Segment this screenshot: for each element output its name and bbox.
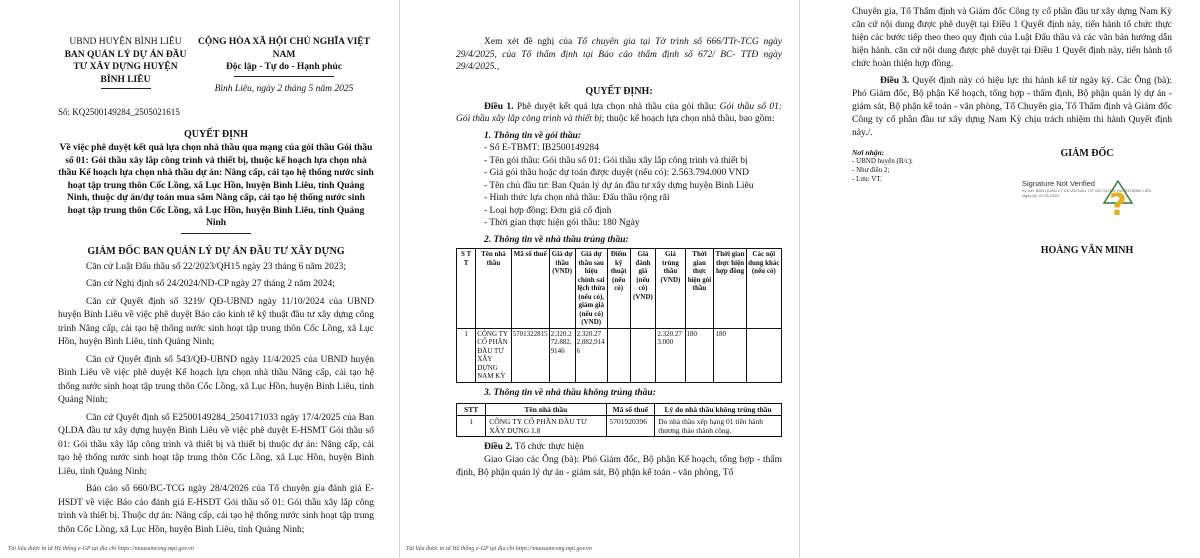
recipient-item: - Như điều 2; — [852, 166, 890, 174]
column-header: Lý do nhà thầu không trúng thầu — [655, 404, 782, 416]
legal-basis: Căn cứ Quyết định số 543/QĐ-UBND ngày 11/4/2025 của UBND huyện Bình Liêu về việc phê duyệt Kế hoạch lựa chọn nhà thầu Nâng cấp, cải tạo hệ thống nước sinh hoạt tập trung thôn Cốc Lồng, xã Lục Hồn, huyện Bình Liêu, tỉnh Quảng Ninh; — [58, 354, 374, 405]
article-2-heading — [456, 441, 782, 454]
article-1 — [456, 101, 782, 126]
column-header: Thời gian thực hiện gói thầu — [685, 249, 714, 329]
column-header: Mã số thuế — [511, 249, 549, 329]
article-1-lead: Phê duyệt kết quả lựa chọn nhà thầu của gói thầu: — [513, 101, 720, 112]
decision-heading: QUYẾT ĐỊNH: — [585, 85, 653, 97]
column-header: S T T — [457, 249, 476, 329]
agency-parent: UBND HUYỆN BÌNH LIÊU — [69, 37, 182, 47]
table-cell — [746, 328, 781, 382]
article-3 — [852, 75, 1172, 140]
table-cell: 1 — [457, 416, 486, 437]
table-cell: 5701920396 — [606, 416, 655, 437]
review-intro-lead: Xem xét đề nghị của — [484, 37, 577, 47]
recipients-label: Nơi nhận: — [852, 148, 885, 157]
table-cell: 2.320.272.882,9146 — [575, 328, 607, 382]
package-info-item: - Giá gói thầu hoặc dự toán được duyệt (nếu có): 2.563.794.000 VND — [484, 168, 749, 178]
signer-block — [1002, 148, 1172, 256]
table-row — [457, 328, 782, 382]
table-cell: 1 — [457, 328, 476, 382]
column-header: Giá dự thầu (VND) — [549, 249, 575, 329]
recipients-block — [852, 148, 1002, 256]
package-info-item: - Thời gian thực hiện gói thầu: 180 Ngày — [484, 218, 640, 228]
table-cell — [630, 328, 656, 382]
package-info-item: - Hình thức lựa chọn nhà thầu: Đấu thầu rộng rãi — [484, 193, 670, 203]
column-header: Giá dự thầu sau hiệu chỉnh sai lệch thừa (nếu có), giảm giá (nếu có) (VND) — [575, 249, 607, 329]
package-info-item: - Tên gói thầu: Gói thầu số 01: Gói thầu xây lắp công trình và thiết bị — [484, 155, 748, 166]
article-1-tail: ; thuộc kế hoạch lựa chọn nhà thầu, bao gồm: — [601, 114, 775, 124]
legal-basis: Báo cáo số 660/BC-TCG ngày 28/4/2026 của Tổ chuyên gia đánh giá E-HSDT về việc Báo cáo đánh giá E-HSDT Gói thầu số 01: Gói thầu xây lắp công trình và thiết bị. Thuộc dự án: Nâng cấp, cải tạo hệ thống nước sinh hoạt tập trung thôn Cốc Lồng, xã Lục Hồn, huyện Bình Liêu, tỉnh Quảng Ninh; — [58, 484, 374, 535]
page-footer: Tài liệu được in từ Hệ thống e-GP tại địa chỉ https://muasamcong.mpi.gov.vn — [406, 546, 592, 552]
article-3-text: Quyết định này có hiệu lực thi hành kể từ ngày ký. Các Ông (bà): Phó Giám đốc, Bộ phận Kế hoạch, tổng hợp - thẩm định, Bộ phận quản lý dự án - giám sát, Bộ phận kế toán - văn phòng, Tổ Chuyên gia, Tổ Thẩm định và Giám đốc Công ty cổ phần đầu tư xây dựng Nam Kỳ chịu trách nhiệm thi hành Quyết định này./. — [852, 76, 1173, 138]
issuing-authority: GIÁM ĐỐC BAN QUẢN LÝ DỰ ÁN ĐẦU TƯ XÂY DỰNG — [87, 245, 345, 257]
agency-name-line-1: BAN QUẢN LÝ DỰ ÁN ĐẦU — [64, 49, 187, 60]
recipient-item: - Lưu: VT. — [852, 175, 882, 183]
subject-underline — [181, 233, 251, 234]
legal-basis: Căn cứ Quyết định số 3219/ QĐ-UBND ngày 11/10/2024 của UBND huyện Bình Liêu về việc phê duyệt Báo cáo kinh tế kỹ thuật đầu tư xây dựng công trình Nâng cấp, cải tạo hệ thống nước sinh hoạt tập trung thôn Cốc Lồng, xã Lục Hồn, huyện Bình Liêu, tỉnh Quảng Ninh; — [58, 296, 374, 347]
svg-text:?: ? — [1109, 188, 1127, 219]
table-cell: CÔNG TY CỔ PHẦN ĐẦU TƯ XÂY DỰNG NAM KỲ — [476, 328, 511, 382]
signature-warning-icon — [1102, 179, 1134, 219]
article-2-title: Tổ chức thực hiện — [512, 442, 584, 452]
column-header: Giá đánh giá (nếu có) (VND) — [630, 249, 656, 329]
article-1-package: Gói thầu số 01: Gói thầu xây lắp công trình và thiết bị — [456, 101, 783, 124]
section-winning-bidder: 2. Thông tin về nhà thầu trúng thầu: — [484, 234, 629, 245]
page-footer: Tài liệu được in từ Hệ thống e-GP tại địa chỉ https://muasamcong.mpi.gov.vn — [8, 546, 194, 552]
table-header-row — [457, 249, 782, 329]
nation-motto: Độc lập - Tự do - Hạnh phúc — [225, 62, 343, 72]
package-info-item: - Loại hợp đồng: Đơn giá cố định — [484, 205, 612, 216]
digital-signature[interactable] — [1002, 179, 1172, 245]
legal-basis: Căn cứ Quyết định số E2500149284_2504171033 ngày 17/4/2025 của Ban QLDA đầu tư xây dựng huyện Bình Liêu về việc phê duyệt E-HSMT Gói thầu số 01: Gói thầu xây lắp công trình và thiết bị và thiết bị thuộc dự án: Nâng cấp, cải tạo hệ thống nước sinh hoạt tập trung thôn Cốc Lồng, xã Lục Hồn, huyện Bình Liêu, tỉnh Quảng Ninh; — [58, 412, 374, 477]
table-cell: 2.320.272.882,9146 — [549, 328, 575, 382]
agency-underline — [101, 88, 151, 89]
review-intro — [456, 36, 782, 74]
legal-basis: Căn cứ Luật Đấu thầu số 22/2023/QH15 ngày 23 tháng 6 năm 2023; — [86, 261, 347, 272]
column-header: STT — [457, 404, 486, 416]
column-header: Các nội dung khác (nếu có) — [746, 249, 781, 329]
table-cell: 5701322815 — [511, 328, 549, 382]
dateline: Bình Liêu, ngày 2 tháng 5 năm 2025 — [214, 83, 354, 94]
article-2-label: Điều 2. — [484, 442, 513, 452]
signer-name: HOÀNG VĂN MINH — [1040, 245, 1134, 256]
article-2-text: Giao Giao các Ông (bà): Phó Giám đốc, Bộ phận Kế hoạch, tổng hợp - thẩm định, Bộ phận quản lý dự án - giám sát, Bộ phận kế toán - văn phòng, Tổ — [456, 454, 782, 478]
table-row — [457, 416, 782, 437]
article-3-label: Điều 3. — [880, 76, 910, 86]
signer-role: GIÁM ĐỐC — [1060, 148, 1114, 159]
package-info-item: - Tên chủ đầu tư: Ban Quản lý dự án đầu tư xây dựng huyện Bình Liêu — [484, 180, 754, 191]
recipient-item: - UBND huyện (B/c); — [852, 157, 913, 165]
document-number: Số: KQ2500149284_2505021615 — [58, 107, 180, 117]
agency-name-line-3: BÌNH LIÊU — [100, 74, 151, 85]
losing-bidder-table — [456, 403, 782, 437]
document-subject-text: Về việc phê duyệt kết quả lựa chọn nhà thầu qua mạng của gói thầu Gói thầu số 01: Gói thầu xây lắp công trình và thiết bị, thuộc kế hoạch lựa chọn nhà thầu Kế hoạch lựa chọn nhà thầu dự án: Nâng cấp, cải tạo hệ thống nước sinh hoạt tập trung thôn Cốc Lồng, xã Lục Hồn, huyện Bình Liêu, tỉnh Quảng Ninh, thuộc dự án/dự toán mua sắm Nâng cấp, cải tạo hệ thống nước sinh hoạt tập trung thôn Cốc Lồng, xã Lục Hồn, huyện Bình Liêu, tỉnh Quảng Ninh — [58, 143, 374, 228]
signature-detail: Ký bởi: BAN QUẢN LÝ DỰ ÁN ĐẦU TƯ XÂY DỰNG HUYỆN BÌNH LIÊU — [1022, 188, 1152, 193]
article-2-continuation: Chuyên gia, Tổ Thẩm định và Giám đốc Công ty cổ phần đầu tư xây dựng Nam Kỳ căn cứ nội dung được phê duyệt tại Điều 1 Quyết định này, tiến hành tổ chức thực hiện các bước tiếp theo theo quy định của Luật Đấu thầu và các văn bản hướng dẫn hiện hành. căn cứ nội dung được phê duyệt tại Điều 1 Quyết định này, tiến hành tổ chức hoàn thiện hợp đồng. — [852, 7, 1172, 69]
motto-underline — [234, 76, 334, 77]
document-title: QUYẾT ĐỊNH — [184, 129, 248, 140]
page-2 — [400, 0, 798, 558]
column-header: Thời gian thực hiện hợp đồng — [714, 249, 746, 329]
document-header — [58, 36, 374, 95]
article-1-label: Điều 1. — [484, 101, 514, 112]
winning-bidder-table — [456, 248, 782, 383]
signature-area — [852, 148, 1172, 256]
signature-status: Signature Not Verified — [1022, 179, 1095, 188]
national-header — [194, 36, 374, 95]
issuing-agency — [58, 36, 193, 95]
table-cell: Do nhà thầu xếp hạng 01 tiến hành thương thảo thành công. — [655, 416, 782, 437]
column-header: Điểm kỹ thuật (nếu có) — [607, 249, 630, 329]
column-header: Tên nhà thầu — [476, 249, 511, 329]
table-header-row — [457, 404, 782, 416]
section-losing-bidders: 3. Thông tin về nhà thầu không trúng thầu: — [484, 387, 656, 398]
document-subject — [58, 142, 374, 234]
package-info-item: - Số E-TBMT: IB2500149284 — [484, 143, 599, 153]
column-header: Giá trúng thầu (VND) — [656, 249, 685, 329]
column-header: Mã số thuế — [606, 404, 655, 416]
legal-basis: Căn cứ Nghị định số 24/2024/ND-CP ngày 27 tháng 2 năm 2024; — [86, 279, 335, 289]
section-package-info: 1. Thông tin về gói thầu: — [484, 130, 582, 141]
legal-bases — [58, 261, 374, 538]
page-3 — [800, 0, 1200, 558]
signature-detail: Ngày ký: 02.05.2025 — [1022, 193, 1059, 198]
agency-name-line-2: TƯ XÂY DỰNG HUYỆN — [73, 62, 178, 72]
package-info-list — [456, 142, 782, 230]
table-cell — [607, 328, 630, 382]
nation-name: CỘNG HÒA XÃ HỘI CHỦ NGHĨA VIỆT NAM — [198, 37, 370, 60]
page-1 — [0, 0, 398, 558]
column-header: Tên nhà thầu — [486, 404, 606, 416]
table-cell: 180 — [714, 328, 746, 382]
review-intro-ref: Tổ chuyên gia tại Tờ trình số 666/TTr-TCG ngày 29/4/2025, của Tổ thẩm định tại Báo cáo thẩm định số 672/ BC- TTĐ ngày 29/4/2025., — [456, 37, 782, 72]
table-cell: 2.320.273.000 — [656, 328, 685, 382]
table-cell: 180 — [685, 328, 714, 382]
table-cell: CÔNG TY CỔ PHẦN ĐẦU TƯ XÂY DỰNG 1.8 — [486, 416, 606, 437]
